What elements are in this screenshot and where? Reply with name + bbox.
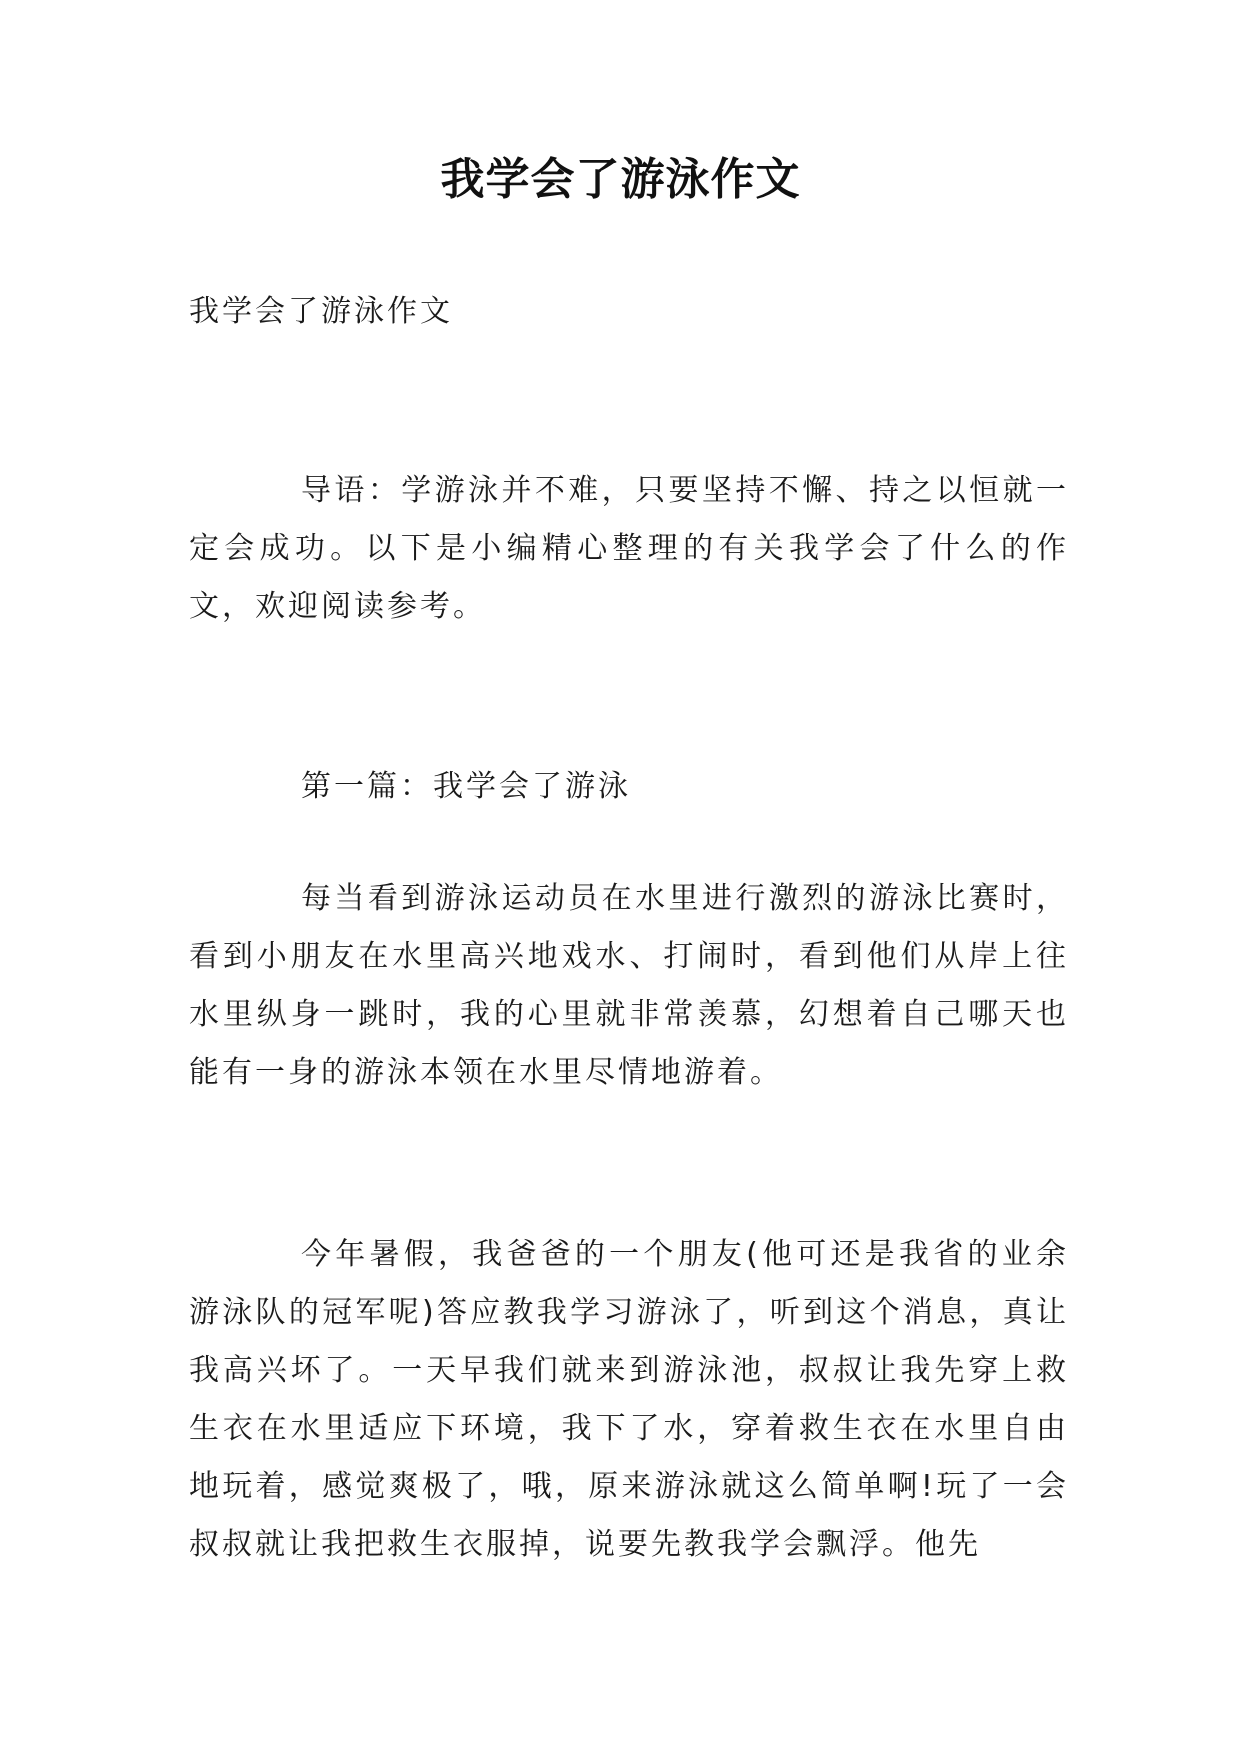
body-paragraph: 今年暑假，我爸爸的一个朋友(他可还是我省的业余游泳队的冠军呢)答应教我学习游泳了，听到这个消息，真让我高兴坏了。一天早我们就来到游泳池，叔叔让我先穿上救生衣在水里适应下环境，我下了水，穿着救生衣在水里自由地玩着，感觉爽极了，哦，原来游泳就这么简单啊!玩了一会叔叔就让我把救生衣服掉，说要先教我学会飘浮。他先 — [189, 1237, 1069, 1562]
intro-paragraph: 导语：学游泳并不难，只要坚持不懈、持之以恒就一定会成功。以下是小编精心整理的有关我学会了什么的作文，欢迎阅读参考。 — [189, 473, 1069, 624]
document-subtitle: 我学会了游泳作文 — [189, 294, 453, 329]
section-heading: 第一篇：我学会了游泳 — [301, 769, 631, 804]
document-title: 我学会了游泳作文 — [440, 154, 801, 205]
body-paragraph: 每当看到游泳运动员在水里进行激烈的游泳比赛时，看到小朋友在水里高兴地戏水、打闹时，看到他们从岸上往水里纵身一跳时，我的心里就非常羡慕，幻想着自己哪天也能有一身的游泳本领在水里尽情地游着。 — [189, 881, 1069, 1090]
